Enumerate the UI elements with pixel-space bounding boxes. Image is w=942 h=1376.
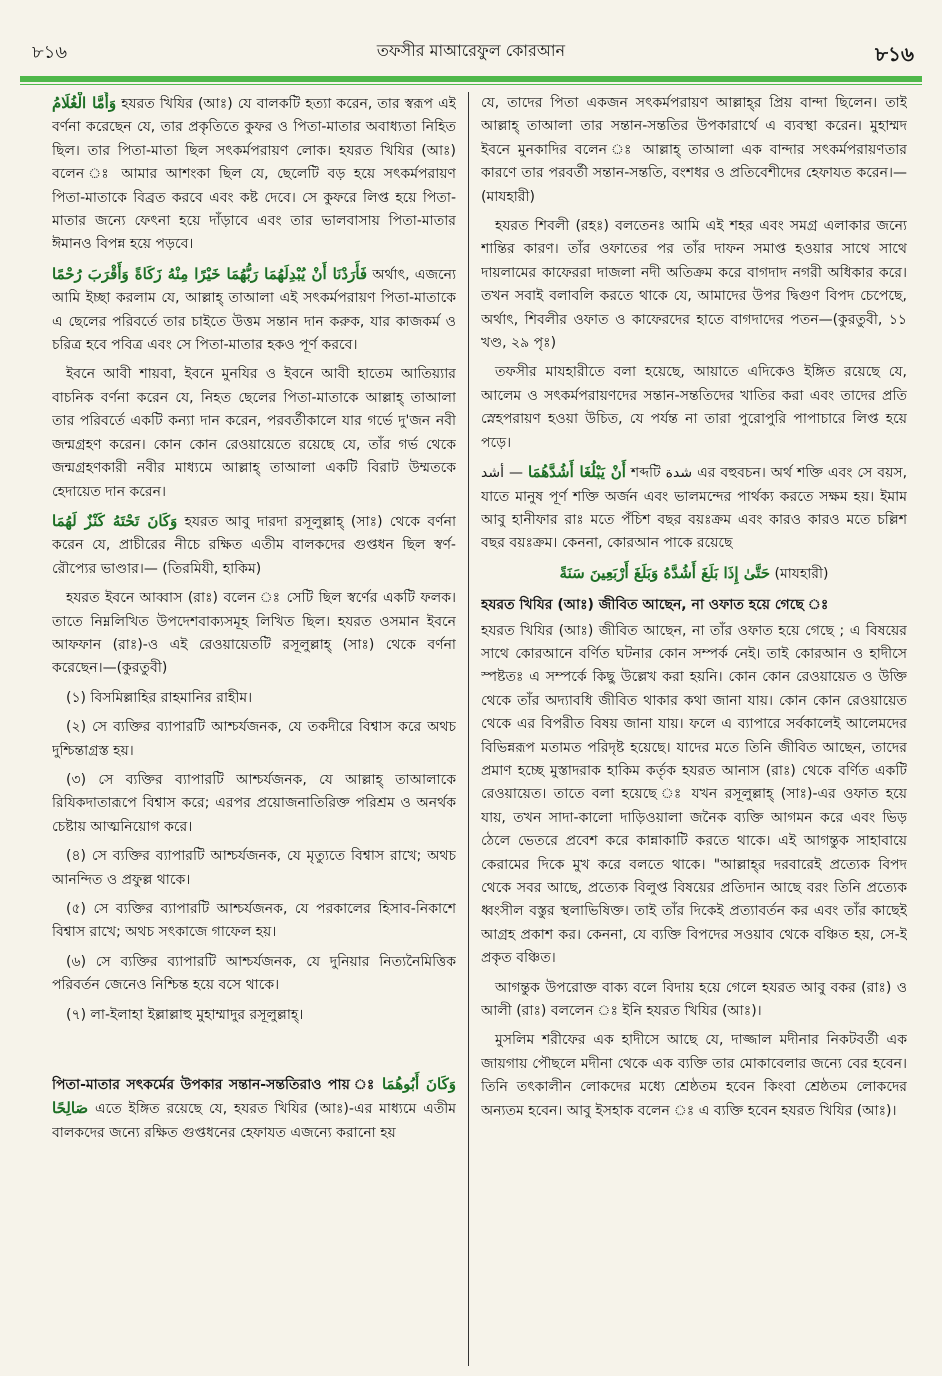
running-title: তফসীর মাআরেফুল কোরআন	[376, 41, 566, 60]
right-column	[481, 92, 907, 1366]
arabic-quote: حَتَّىٰ إِذَا بَلَغَ أَشُدَّهُ وَبَلَغَ أَرْبَعِينَ سَنَةً	[559, 563, 771, 582]
paragraph-text: হযরত আবু দারদা রসূলুল্লাহ্ (সাঃ) থেকে বর্ণনা করেন যে, প্রাচীরের নীচে রক্ষিত এতীম বালকদের গুপ্তধন ছিল স্বর্ণ-রৌপ্যের ভাণ্ডার।— (তিরমিযী, হাকিম)	[52, 513, 456, 577]
list-item: (৭) লা-ইলাহা ইল্লাল্লাহু মুহাম্মাদুর রসূলুল্লাহ্।	[66, 1006, 304, 1023]
source-citation: (মাযহারী)	[774, 565, 829, 582]
list-item: (৪) সে ব্যক্তির ব্যাপারটি আশ্চর্যজনক, যে মৃত্যুতে বিশ্বাস রাখে; অথচ আনন্দিত ও প্রফুল্ল থাকে।	[52, 848, 456, 888]
header-rule	[20, 76, 922, 82]
paragraph-text: এতে ইঙ্গিত রয়েছে যে, হযরত খিযির (আঃ)-এর মাধ্যমে এতীম বালকদের জন্যে রক্ষিত গুপ্তধনের হেফাযত এজন্যে করানো হয়	[52, 1101, 456, 1141]
paragraph-text: এজন্যে আমি ইচ্ছা করলাম যে, আল্লাহ্ তাআলা এই সৎকর্মপরায়ণ পিতা-মাতাকে এ ছেলের পরিবর্তে তার চাইতে উত্তম সন্তান দান করুক, যার কাজকর্ম ও চরিত্র হবে পবিত্র এবং সে পিতা-মাতার হকও পূর্ণ করবে।	[52, 266, 456, 354]
list-item: (১) বিসমিল্লাহির রাহমানির রাহীম।	[66, 689, 253, 706]
left-column	[52, 92, 456, 1366]
arabic-quote: وَكَانَ أَبُوهُمَا صَالِحًا	[52, 1075, 456, 1118]
paragraph: যে, তাদের পিতা একজন সৎকর্মপরায়ণ আল্লাহ্‌র প্রিয় বান্দা ছিলেন। তাই আল্লাহ্ তাআলা তার সন্তান-সন্ততির উপকারার্থে এ ব্যবস্থা করেন। মুহাম্মদ ইবনে মুনকাদির বলেন ঃ আল্লাহ্ তাআলা এক বান্দার সৎকর্মপরায়ণতার কারণে তার পরবর্তী সন্তান-সন্ততি, বংশধর ও প্রতিবেশীদের হেফাযত করেন।—(মাযহারী)	[481, 95, 907, 205]
paragraph	[52, 1073, 456, 1145]
paragraph: হযরত ইবনে আব্বাস (রাঃ) বলেন ঃ সেটি ছিল স্বর্ণের একটি ফলক। তাতে নিম্নলিখিত উপদেশবাক্যসমূহ লিখিত ছিল। হযরত ওসমান ইবনে আফফান (রাঃ)-ও এই রেওয়ায়েতটি রসূলুল্লাহ্ (সাঃ) থেকে বর্ণনা করেছেন।—(কুরতুবী)	[52, 590, 456, 677]
page-header	[20, 30, 922, 76]
list-item: (২) সে ব্যক্তির ব্যাপারটি আশ্চর্যজনক, যে তকদীরে বিশ্বাস করে অথচ দুশ্চিন্তাগ্রস্ত হয়।	[52, 719, 456, 759]
paragraph	[52, 510, 456, 581]
column-divider	[468, 92, 469, 1366]
paragraph: মুসলিম শরীফের এক হাদীসে আছে যে, দাজ্জাল মদীনার নিকটবর্তী এক জায়গায় পৌছলে মদীনা থেকে এক ব্যক্তি তার মোকাবেলার জন্যে বের হবেন। তিনি তৎকালীন লোকদের মধ্যে শ্রেষ্ঠতম হবেন কিংবা শ্রেষ্ঠতম লোকদের অন্যতম হবেন। আবু ইসহাক বলেন ঃ এ ব্যক্তি হবেন হযরত খিযির (আঃ)।	[481, 1032, 907, 1119]
paragraph	[52, 263, 456, 358]
paragraph: ইবনে আবী শায়বা, ইবনে মুনযির ও ইবনে আবী হাতেম আতিয়্যার বাচনিক বর্ণনা করেন যে, নিহত ছেলের পিতা-মাতাকে আল্লাহ্ তাআলা তার পরিবর্তে একটি কন্যা দান করেন, পরবর্তীকালে যার গর্ভে দু'জন নবী জন্মগ্রহণ করেন। কোন কোন রেওয়ায়েতে রয়েছে যে, তাঁর গর্ভ থেকে জন্মগ্রহণকারী নবীর মাধ্যমে আল্লাহ্ তাআলা একটি বিরাট উম্মতকে হেদায়েত দান করেন।	[52, 366, 456, 500]
paragraph: তফসীর মাযহারীতে বলা হয়েছে, আয়াতে এদিকেও ইঙ্গিত রয়েছে যে, আলেম ও সৎকর্মপরায়ণদের সন্তান-সন্ততিদের খাতির করা এবং তাদের প্রতি স্নেহপরায়ণ হওয়া উচিত, যে পর্যন্ত না তারা পুরোপুরি পাপাচারে লিপ্ত হয়ে পড়ে।	[481, 364, 907, 451]
section-heading: হযরত খিযির (আঃ) জীবিত আছেন, না ওফাত হয়ে গেছে ঃ	[481, 597, 829, 614]
paragraph	[481, 461, 907, 556]
paragraph: হযরত শিবলী (রহঃ) বলতেনঃ আমি এই শহর এবং সমগ্র এলাকার জন্যে শান্তির কারণ। তাঁর ওফাতের পর তাঁর দাফন সমাপ্ত হওয়ার সাথে সাথে দায়লামের কাফেররা দাজলা নদী অতিক্রম করে বাগদাদ নগরী অধিকার করে। তখন সবাই বলাবলি করতে থাকে যে, আমাদের উপর দ্বিগুণ বিপদ চেপেছে, অর্থাৎ, শিবলীর ওফাত ও কাফেরদের হাতে বাগদাদের পতন—(কুরতুবী, ১১ খণ্ড, ২৯ পৃঃ)	[481, 218, 907, 352]
list-item: (৩) সে ব্যক্তির ব্যাপারটি আশ্চর্যজনক, যে আল্লাহ্ তাআলাকে রিযিকদাতারূপে বিশ্বাস করে; এরপর প্রয়োজনাতিরিক্ত পরিশ্রম ও অনর্থক চেষ্টায় আত্মনিয়োগ করে।	[52, 771, 456, 835]
paragraph-text: হযরত খিযির (আঃ) যে বালকটি হত্যা করেন, তার স্বরূপ এই বর্ণনা করেছেন যে, তার প্রকৃতিতে কুফর ও পিতা-মাতার অবাধ্যতা নিহিত ছিল। তার পিতা-মাতা ছিল সৎকর্মপরায়ণ লোক। হযরত খিযির (আঃ) বলেন ঃ আমার আশংকা ছিল যে, ছেলেটি বড় হয়ে সৎকর্মপরায়ণ পিতা-মাতাকে বিব্রত করবে এবং কষ্ট দেবে। সে কুফরে লিপ্ত হয়ে পিতা-মাতার জন্যে ফেৎনা হয়ে দাঁড়াবে এবং তার ভালবাসায় পিতা-মাতার ঈমানও বিপন্ন হয়ে পড়বে।	[52, 96, 456, 253]
paragraph: হযরত খিযির (আঃ) জীবিত আছেন, না তাঁর ওফাত হয়ে গেছে ; এ বিষয়ের সাথে কোরআনে বর্ণিত ঘটনার কোন সম্পর্ক নেই। তাই কোরআন ও হাদীসে স্পষ্টতঃ এ সম্পর্কে কিছু উল্লেখ করা হয়নি। কোন কোন রেওয়ায়েত ও উক্তি থেকে তাঁর অদ্যাবধি জীবিত থাকার কথা জানা যায়। কোন কোন রেওয়ায়েত থেকে এর বিপরীত বিষয় জানা যায়। ফলে এ ব্যাপারে সর্বকালেই আলেমদের বিভিন্নরূপ মতামত পরিদৃষ্ট হয়েছে। যাদের মতে তিনি জীবিত আছেন, তাদের প্রমাণ হচ্ছে মুস্তাদরাক হাকিম কর্তৃক হযরত আনাস (রাঃ) থেকে বর্ণিত একটি রেওয়ায়েত। তাতে বলা হয়েছে ঃ যখন রসূলুল্লাহ্ (সাঃ)-এর ওফাত হয়ে যায়, তখন সাদা-কালো দাড়িওয়ালা জনৈক ব্যক্তি আগমন করে এবং ভিড় ঠেলে ভেতরে প্রবেশ করে কান্নাকাটি করতে থাকে। এই আগন্তুক সাহাবায়ে কেরামের দিকে মুখ করে বলতে থাকে। "আল্লাহ্‌র দরবারেই প্রত্যেক বিপদ থেকে সবর আছে, প্রত্যেক বিলুপ্ত বিষয়ের প্রতিদান আছে বরং তিনি প্রত্যেক ধ্বংসীল বস্তুর স্থলাভিষিক্ত। তাই তাঁর দিকেই প্রত্যাবর্তন কর এবং তাঁর কাছেই আগ্রহ প্রকাশ কর। কেননা, যে ব্যক্তি বিপদের সওয়াব থেকে বঞ্চিত হয়, সে-ই প্রকৃত বঞ্চিত।	[481, 622, 907, 967]
arabic-quote: فَأَرَدْنَا أَنْ يُبْدِلَهُمَا رَبُّهُمَا خَيْرًا مِنْهُ زَكَاةً وَأَقْرَبَ رُحْمًا	[52, 264, 368, 283]
paragraph-text: — أشد শব্দটি شدة এর বহুবচন। অর্থ শক্তি এবং সে	[481, 465, 873, 482]
list-item: (৫) সে ব্যক্তির ব্যাপারটি আশ্চর্যজনক, যে পরকালের হিসাব-নিকাশে বিশ্বাস রাখে; অথচ সৎকাজে গাফেল হয়।	[52, 901, 456, 941]
page-number-right: ৮১৬	[875, 42, 914, 66]
arabic-quote: أَنْ يَبْلُغَا أَشُدَّهُمَا	[527, 463, 626, 482]
page-number-left: ৮১৬	[32, 42, 68, 63]
paragraph	[52, 92, 456, 257]
spacer	[52, 1033, 456, 1073]
paragraph-text: বয়স, যাতে মানুষ পূর্ণ শক্তি অর্জন এবং ভালমন্দের পার্থক্য করতে সক্ষম হয়। ইমাম আবু হানীফার রাঃ মতে পঁচিশ বছর বয়ঃক্রম এবং কারও কারও মতে চল্লিশ বছর বয়ঃক্রম। কেননা, কোরআন পাকে রয়েছে	[481, 465, 907, 552]
header-rule-thin	[20, 84, 922, 85]
paragraph: আগন্তুক উপরোক্ত বাক্য বলে বিদায় হয়ে গেলে হযরত আবু বকর (রাঃ) ও আলী (রাঃ) বললেন ঃ ইনি হযরত খিযির (আঃ)।	[481, 979, 907, 1020]
arabic-quote: وَأَمَّا الْغُلَامُ	[52, 94, 117, 112]
paragraph-text: অর্থাৎ,	[372, 266, 410, 283]
section-heading: পিতা-মাতার সৎকর্মের উপকার সন্তান-সন্ততিরাও পায় ঃ	[52, 1077, 376, 1094]
arabic-quote: وَكَانَ تَحْتَهُ كَنْزٌ لَهُمَا	[52, 511, 178, 530]
arabic-verse-line	[481, 562, 907, 586]
list-item: (৬) সে ব্যক্তির ব্যাপারটি আশ্চর্যজনক, যে দুনিয়ার নিত্যনৈমিত্তিক পরিবর্তন জেনেও নিশ্চিন্ত হয়ে বসে থাকে।	[52, 953, 456, 994]
